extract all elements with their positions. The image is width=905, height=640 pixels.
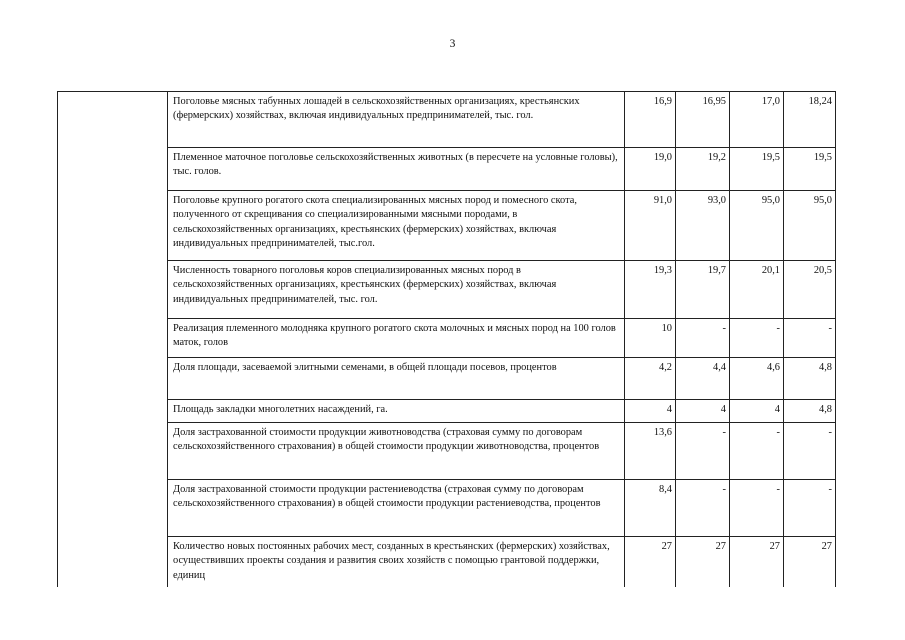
indicator-value-cell: 13,6 — [625, 423, 676, 480]
table-row — [58, 480, 836, 537]
indicator-value-cell: 27 — [676, 537, 730, 587]
indicator-value-cell: - — [730, 480, 784, 537]
table-row — [58, 191, 836, 261]
indicator-value-cell: 16,9 — [625, 92, 676, 148]
indicator-value-cell: 4 — [730, 400, 784, 423]
table-body — [58, 92, 836, 587]
indicator-value-cell: 8,4 — [625, 480, 676, 537]
indicator-value-cell: - — [784, 423, 836, 480]
indicator-value-cell: - — [676, 480, 730, 537]
indicator-name-cell: Численность товарного поголовья коров специализированных мясных пород в сельскохозяйственных организациях, крестьянских (фермерских) хозяйствах, включая индивидуальных предпринимателей, тыс. гол. — [168, 261, 625, 319]
table-row — [58, 92, 836, 148]
table-row — [58, 423, 836, 480]
indicator-value-cell: 19,2 — [676, 148, 730, 191]
indicator-name-cell: Доля застрахованной стоимости продукции животноводства (страховая сумму по договорам сельскохозяйственного страхования) в общей стоимости продукции животноводства, процентов — [168, 423, 625, 480]
indicator-value-cell: 19,5 — [730, 148, 784, 191]
indicator-value-cell: 4,6 — [730, 358, 784, 400]
indicator-value-cell: 10 — [625, 319, 676, 358]
indicator-name-cell: Поголовье крупного рогатого скота специализированных мясных пород и помесного скота, полученного от скрещивания со специализированными мясными породами, в сельскохозяйственных организациях, крестьянских (фермерских) хозяйствах, включая индивидуальных предпринимателей, тыс.гол. — [168, 191, 625, 261]
indicator-value-cell: 95,0 — [730, 191, 784, 261]
table-row — [58, 148, 836, 191]
indicator-name-cell: Площадь закладки многолетних насаждений, га. — [168, 400, 625, 423]
indicator-value-cell: 27 — [784, 537, 836, 587]
indicator-value-cell: 18,24 — [784, 92, 836, 148]
indicator-value-cell: 4,2 — [625, 358, 676, 400]
page-number: 3 — [449, 38, 456, 50]
table-row — [58, 358, 836, 400]
indicator-name-cell: Племенное маточное поголовье сельскохозяйственных животных (в пересчете на условные головы), тыс. голов. — [168, 148, 625, 191]
indicator-value-cell: - — [676, 319, 730, 358]
indicator-value-cell: 16,95 — [676, 92, 730, 148]
table-row — [58, 537, 836, 587]
indicator-name-cell: Реализация племенного молодняка крупного рогатого скота молочных и мясных пород на 100 голов маток, голов — [168, 319, 625, 358]
indicator-value-cell: 20,1 — [730, 261, 784, 319]
indicator-value-cell: 95,0 — [784, 191, 836, 261]
indicator-value-cell: 19,0 — [625, 148, 676, 191]
indicator-value-cell: 4,8 — [784, 358, 836, 400]
indicator-value-cell: - — [730, 423, 784, 480]
table-row — [58, 319, 836, 358]
indicator-value-cell: 4 — [625, 400, 676, 423]
indicator-value-cell: - — [730, 319, 784, 358]
table-row — [58, 261, 836, 319]
indicator-name-cell: Доля застрахованной стоимости продукции растениеводства (страховая сумму по договорам сельскохозяйственного страхования) в общей стоимости продукции растениеводства, процентов — [168, 480, 625, 537]
indicator-value-cell: 19,5 — [784, 148, 836, 191]
indicator-value-cell: 4,4 — [676, 358, 730, 400]
indicator-value-cell: 27 — [730, 537, 784, 587]
indicator-name-cell: Количество новых постоянных рабочих мест, созданных в крестьянских (фермерских) хозяйствах, осуществивших проекты создания и развития своих хозяйств с помощью грантовой поддержки, единиц — [168, 537, 625, 587]
indicator-value-cell: 17,0 — [730, 92, 784, 148]
table-row — [58, 400, 836, 423]
indicator-value-cell: 4 — [676, 400, 730, 423]
indicator-value-cell: - — [784, 480, 836, 537]
indicator-name-cell: Поголовье мясных табунных лошадей в сельскохозяйственных организациях, крестьянских (фермерских) хозяйствах, включая индивидуальных предпринимателей, тыс. гол. — [168, 92, 625, 148]
indicator-value-cell: - — [784, 319, 836, 358]
indicator-value-cell: 20,5 — [784, 261, 836, 319]
indicator-value-cell: 27 — [625, 537, 676, 587]
indicator-value-cell: 91,0 — [625, 191, 676, 261]
indicator-value-cell: 93,0 — [676, 191, 730, 261]
indicator-value-cell: 19,3 — [625, 261, 676, 319]
indicator-value-cell: - — [676, 423, 730, 480]
indicators-table-wrapper — [57, 91, 836, 587]
row-group-cell — [58, 92, 168, 587]
indicator-value-cell: 19,7 — [676, 261, 730, 319]
indicator-name-cell: Доля площади, засеваемой элитными семенами, в общей площади посевов, процентов — [168, 358, 625, 400]
indicators-table — [57, 91, 836, 587]
indicator-value-cell: 4,8 — [784, 400, 836, 423]
